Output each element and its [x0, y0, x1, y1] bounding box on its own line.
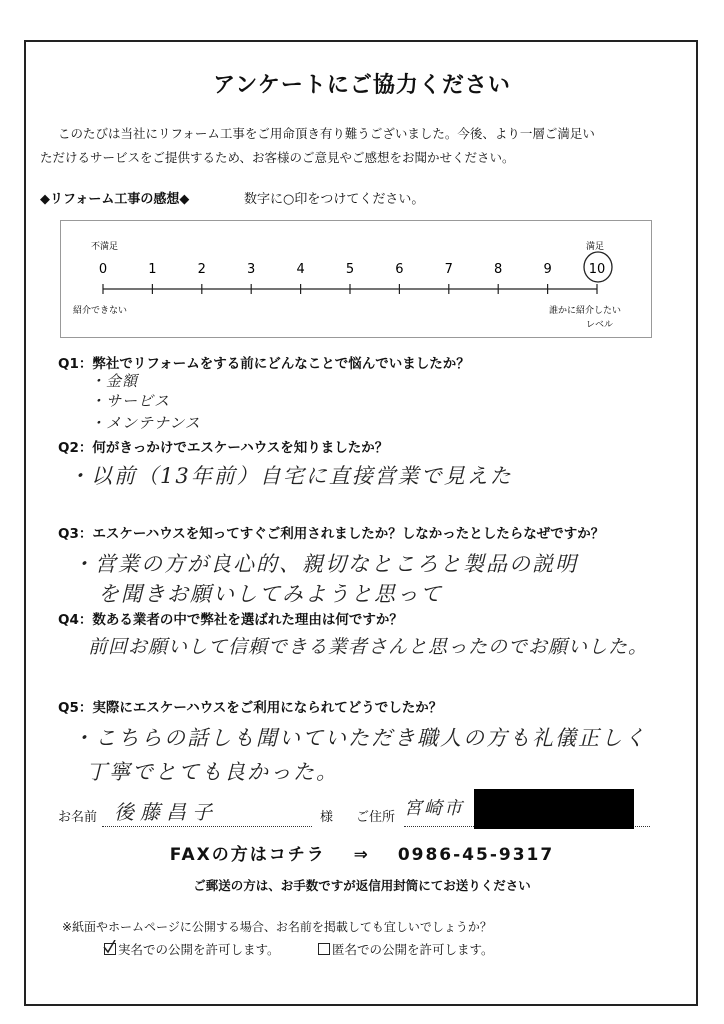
- scale-number-6[interactable]: 6: [395, 262, 404, 277]
- consent-option-anon[interactable]: [318, 940, 494, 958]
- address-redaction: [474, 789, 634, 829]
- intro-line-2: ただけるサービスをご提供するため、お客様のご意見やご感想をお聞かせください。: [40, 150, 515, 165]
- consent-question: ※紙面やホームページに公開する場合、お名前を掲載しても宜しいでしょうか？: [62, 920, 492, 934]
- scale-right-bottom-label-1: 誰かに紹介したい: [549, 306, 622, 316]
- scale-number-3[interactable]: 3: [247, 262, 256, 277]
- q4-question: Q4：数ある業者の中で弊社を選ばれた理由は何ですか？: [58, 612, 403, 628]
- checkbox-anon[interactable]: [318, 943, 330, 955]
- scale-right-top-label: 満足: [586, 242, 605, 252]
- scale-points: [99, 252, 612, 294]
- intro-text: [40, 122, 680, 170]
- q5-answer-2: 丁寧でとても良かった。: [86, 760, 339, 784]
- intro-line-1: このたびは当社にリフォーム工事をご用命頂き有り難うございました。今後、より一層ご満足い: [58, 126, 595, 141]
- scale-number-4[interactable]: 4: [296, 262, 305, 277]
- rating-heading: ◆リフォーム工事の感想◆: [40, 192, 190, 207]
- q1-question: Q1：弊社でリフォームをする前にどんなことで悩んでいましたか？: [58, 356, 470, 372]
- scale-number-7[interactable]: 7: [444, 262, 453, 277]
- name-label: お名前: [58, 810, 98, 825]
- q3-question: Q3：エスケーハウスを知ってすぐご利用されましたか？しなかったとしたらなぜですか？: [58, 526, 605, 542]
- q1-answer-1: ・金額: [90, 372, 139, 390]
- scale-number-1[interactable]: 1: [148, 262, 157, 277]
- scale-number-0[interactable]: 0: [98, 262, 108, 277]
- scale-number-2[interactable]: 2: [197, 262, 206, 277]
- consent-option-real-label: 実名での公開を許可します。: [118, 942, 280, 957]
- scale-number-10[interactable]: 10: [588, 262, 606, 277]
- fax-number: 0986-45-9317: [397, 845, 555, 865]
- q5-answer-1: ・こちらの話しも聞いていただき職人の方も礼儀正しく: [72, 726, 647, 750]
- fax-line: [0, 840, 724, 865]
- q1-answer-2: ・サービス: [90, 392, 171, 410]
- scale-number-9[interactable]: 9: [543, 262, 552, 277]
- q4-answer: 前回お願いして信頼できる業者さんと思ったのでお願いした。: [88, 636, 649, 658]
- consent-option-real[interactable]: [104, 940, 280, 958]
- address-value: 宮崎市: [404, 798, 464, 819]
- honorific: 様: [320, 810, 334, 825]
- mail-note: ご郵送の方は、お手数ですが返信用封筒にてお送りください: [193, 878, 531, 893]
- q3-answer-1: ・営業の方が良心的、親切なところと製品の説明: [72, 552, 578, 576]
- name-underline: [102, 826, 312, 827]
- checkbox-real[interactable]: [104, 943, 116, 955]
- rating-scale-svg: [61, 221, 653, 339]
- address-label: ご住所: [356, 810, 396, 825]
- q3-answer-2: を聞きお願いしてみようと思って: [98, 582, 443, 606]
- name-value: 後藤昌子: [114, 800, 218, 824]
- q2-answer: ・以前（13年前）自宅に直接営業で見えた: [68, 464, 513, 488]
- scale-left-bottom-label: 紹介できない: [73, 306, 128, 316]
- check-mark-icon: [103, 940, 117, 954]
- q2-question: Q2：何がきっかけでエスケーハウスを知りましたか？: [58, 440, 389, 456]
- consent-option-anon-label: 匿名での公開を許可します。: [332, 942, 494, 957]
- fax-label: FAXの方はコチラ: [169, 845, 326, 865]
- arrow-icon: ⇒: [353, 845, 370, 865]
- rating-instruction: 数字に○印をつけてください。: [244, 192, 425, 207]
- scale-left-top-label: 不満足: [91, 242, 119, 252]
- scale-number-5[interactable]: 5: [345, 262, 355, 277]
- rating-scale: [60, 220, 652, 338]
- q1-answer-3: ・メンテナンス: [90, 414, 201, 432]
- scale-right-bottom-label-2: レベル: [586, 320, 614, 330]
- page-title: アンケートにご協力ください: [213, 73, 511, 98]
- scale-number-8[interactable]: 8: [494, 262, 503, 277]
- q5-question: Q5：実際にエスケーハウスをご利用になられてどうでしたか？: [58, 700, 443, 716]
